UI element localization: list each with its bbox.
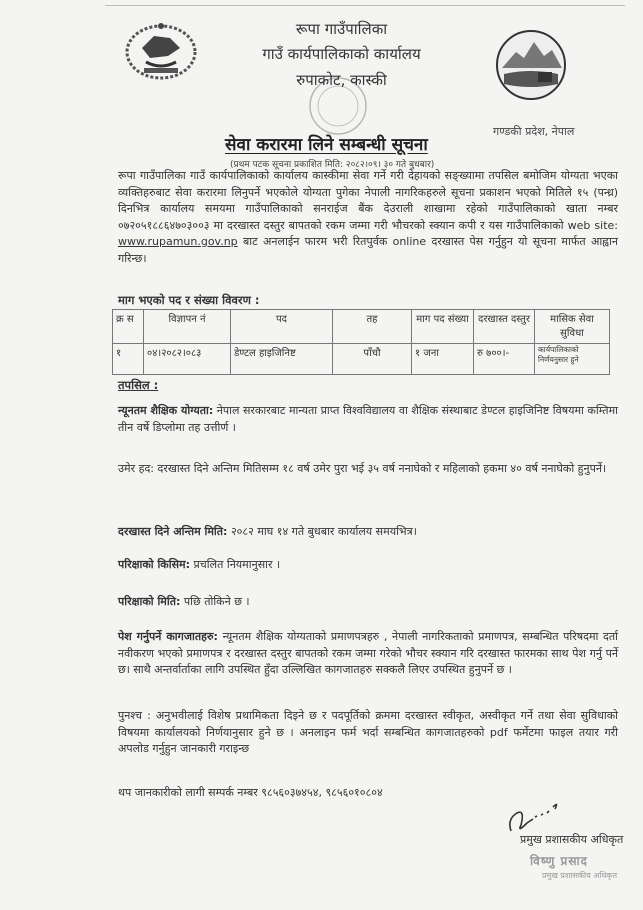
office-name: गाउँ कार्यपालिकाको कार्यालय [262,45,421,63]
signatory-title: प्रमुख प्रशासकीय अधिकृत [520,833,624,846]
table-row [113,344,610,375]
documents-text: न्यूनतम शैक्षिक योग्यताको प्रमाणपत्रहरु , नेपाली नागरिकताको प्रमाणपत्र, सम्बन्धित परिषदमा दर्ता नवीकरण भएको प्रमाणपत्र र दरखास्त दस्तुर बापतको रकम जम्मा गरेको भौचर स्क्यान गरि दरखास्त फारमका साथ पेश गर्नु पर्ने छ। साथै अन्तर्वार्ताका लागि उपस्थित हुँदा उल्लिखित कागजातहरु सक्कलै लिएर उपस्थित हुनुपर्ने छ । [118,630,618,676]
header-post: पद [231,310,333,344]
qualification-label: न्यूनतम शैक्षिक योग्यता: [118,404,214,417]
signatory-name-stamp: विष्णु प्रसाद [530,854,588,868]
rupa-municipality-logo-icon [494,28,568,102]
qualification-section [118,403,618,436]
qualification-text: नेपाल सरकारबाट मान्यता प्राप्त विश्वविद्यालय वा शैक्षिक संस्थाबाट डेण्टल हाइजिनिष्ट विषयमा कम्तिमा तीन वर्षे डिप्लोमा तह उत्तीर्ण । [118,404,618,434]
exam-type-text: प्रचलित नियमानुसार । [190,558,281,571]
documents-label: पेश गर्नुपर्ने कागजातहरु: [118,630,218,643]
header-fee: दरखास्त दस्तुर [474,310,535,344]
deadline-section [118,524,618,541]
signature-icon [505,801,565,835]
age-text: दरखास्त दिने अन्तिम मितिसम्म १८ वर्ष उमेर पुरा भई ३५ वर्ष ननाघेको र महिलाको हकमा ४० वर्ष ननाघेको हुनुपर्ने। [154,462,607,475]
top-border-line [105,5,625,6]
website-link[interactable]: www.rupamun.gov.np [118,235,238,248]
exam-date-text: पछि तोकिने छ । [180,595,250,608]
posts-table [112,309,610,375]
exam-date-section [118,594,618,611]
notice-title: सेवा करारमा लिने सम्बन्धी सूचना [225,135,428,155]
documents-section [118,629,618,679]
cell-advertisement-no: ०४।२०८२।०८३ [144,344,231,375]
cell-salary: कार्यपालिकाको निर्णयनुसार हुने [535,344,610,375]
postscript: पुनश्च : अनुभवीलाई विशेष प्रथामिकता दिइने छ र पदपूर्तिको क्रममा दरखास्त स्वीकृत, अस्वीकृत गर्ने तथा सेवा सुविधाको विषयमा कार्यालयको निर्णयानुसार हुने छ । अनलाइन फर्म भर्दा सम्बन्धित कागजातहरुको pdf फर्मेटमा फाइल तयार गरी अपलोड गर्नुहुन जानकारी गराइन्छ [118,709,618,755]
age-limit-section [118,461,618,478]
age-label: उमेर हद: [118,462,154,475]
header-advertisement-no: विज्ञापन नं [144,310,231,344]
signatory-role-stamp: प्रमुख प्रशासकीय अधिकृत [542,871,618,880]
header-quantity: माग पद संख्या [412,310,474,344]
cell-level: पाँचौ [333,344,412,375]
office-location: रुपाकोट, कास्की [296,71,387,89]
header-level: तह [333,310,412,344]
cell-quantity: १ जना [412,344,474,375]
cell-sn: १ [113,344,144,375]
intro-text-1: रूपा गाउँपालिका गाउँ कार्यपालिकाको कार्यालय कास्कीमा सेवा गर्ने गरी देहायको सङ्ख्यामा तपसिल बमोजिम योग्यता भएका व्यक्तिहरुबाट सेवा करारमा लिनुपर्ने भएकोले योग्यता पुगेका नेपाली नागरिकहरुले सूचना प्रकाशन भएको मितिले १५ (पन्ध्र) दिनभित्र कार्यालय समयमा गाउँपालिकाको सनराईज बैंक देउराली शाखामा रहेको गाउँपालिकाको खाता नम्बर ०७२०५१८८६४७०३००३ मा दरखास्त दस्तुर बापतको रकम जम्मा गरी भौचरको स्क्यान कपी र यस गाउँपालिकाको web site: [118,169,618,232]
posts-table-label: माग भएको पद र संख्या विवरण : [118,293,260,307]
exam-date-label: परिक्षाको मिति: [118,595,181,608]
header-sn: क्र स [113,310,144,344]
header-salary: मासिक सेवा सुविधा [535,310,610,344]
details-heading: तपसिल : [118,378,159,392]
intro-text-2: बाट अनलाईन फारम भरी रितपुर्वक online दरखास्त पेस गर्नुहुन यो सूचना मार्फत आह्वान गरिन्छ। [118,235,618,265]
municipality-name: रूपा गाउँपालिका [295,20,388,38]
cell-fee: रु ७००।- [474,344,535,375]
deadline-label: दरखास्त दिने अन्तिम मिति: [118,525,228,538]
cell-post: डेण्टल हाइजिनिष्ट [231,344,333,375]
province-label: गण्डकी प्रदेश, नेपाल [493,125,575,138]
deadline-text: २०८२ माघ १४ गते बुधबार कार्यालय समयभित्र। [227,525,417,538]
exam-type-section [118,557,618,574]
table-header-row [113,310,610,344]
intro-paragraph [118,168,618,267]
notice-publish-date: (प्रथम पटक सूचना प्रकाशित मिति: २०८२।०९। ३० गते बुधबार) [230,160,435,170]
contact-info: थप जानकारीको लागी सम्पर्क नम्बर ९८५६०३७४५४, ९८५६०१०८०४ [118,786,383,799]
exam-type-label: परिक्षाको किसिम: [118,558,191,571]
